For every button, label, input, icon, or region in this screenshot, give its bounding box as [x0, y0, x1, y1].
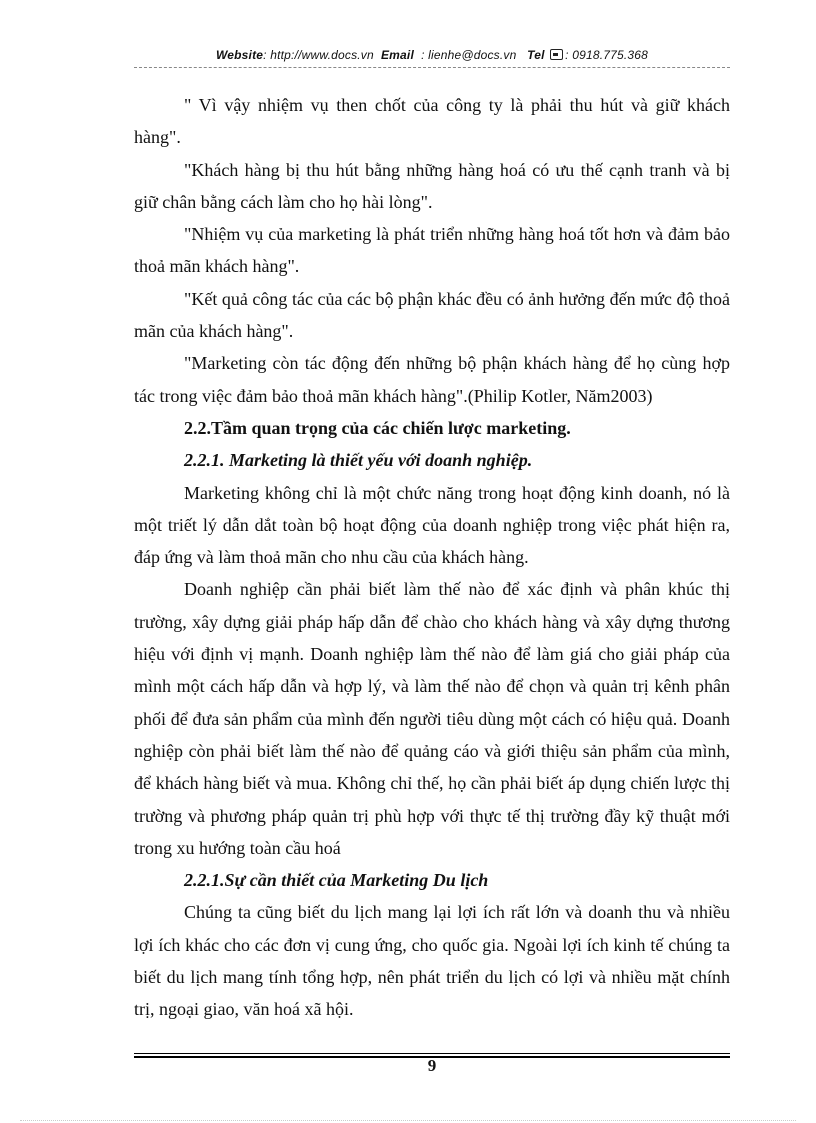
- page-bottom-border: [20, 1120, 796, 1121]
- email-label: Email: [380, 48, 414, 62]
- phone-icon: [550, 49, 563, 60]
- paragraph: "Khách hàng bị thu hút bằng những hàng hoá có ưu thế cạnh tranh và bị giữ chân bằng cách làm cho họ hài lòng".: [134, 159, 730, 212]
- page-number: 9: [427, 1056, 437, 1075]
- paragraph: " Vì vậy nhiệm vụ then chốt của công ty là phải thu hút và giữ khách hàng".: [134, 95, 730, 148]
- tel-label: Tel: [527, 48, 545, 62]
- paragraph: "Kết quả công tác của các bộ phận khác đều có ảnh hưởng đến mức độ thoả mãn của khách hàng".: [134, 288, 730, 342]
- website-label: Website: [215, 48, 264, 62]
- page-header: [134, 48, 730, 62]
- document-body: [134, 89, 730, 1026]
- paragraph: Marketing không chỉ là một chức năng trong hoạt động kinh doanh, nó là một triết lý dẫn dắt toàn bộ hoạt động của doanh nghiệp trong việc phát hiện ra, đáp ứng và làm thoả mãn cho nhu cầu của khách hàng.: [134, 482, 730, 568]
- footer-divider-top: [134, 1053, 730, 1054]
- section-heading: 2.2.1.Sự cần thiết của Marketing Du lịch: [184, 870, 489, 891]
- paragraph: "Marketing còn tác động đến những bộ phận khách hàng để họ cùng hợp tác trong việc đảm bảo thoả mãn khách hàng".(Philip Kotler, Năm2003): [134, 353, 730, 406]
- website-value: : http://www.docs.vn: [263, 48, 374, 62]
- paragraph: Doanh nghiệp cần phải biết làm thế nào để xác định và phân khúc thị trường, xây dựng giải pháp hấp dẫn để chào cho khách hàng và xây dựng thương hiệu với định vị mạnh. Doanh nghiệp làm thế nào để làm giá cho giải pháp của mình một cách hấp dẫn và hợp lý, và làm thế nào để chọn và quản trị kênh phân phối để đưa sản phẩm của mình đến người tiêu dùng một cách có hiệu quả. Doanh nghiệp còn phải biết làm thế nào để quảng cáo và giới thiệu sản phẩm của mình, để khách hàng biết và mua. Không chỉ thế, họ cần phải biết áp dụng chiến lược thị trường và phương pháp quản trị phù hợp với thực tế thị trường đầy kỹ thuật mới trong xu hướng toàn cầu hoá: [134, 579, 730, 858]
- header-divider: [134, 67, 730, 68]
- paragraph: Chúng ta cũng biết du lịch mang lại lợi ích rất lớn và doanh thu và nhiều lợi ích khác cho các đơn vị cung ứng, cho quốc gia. Ngoài lợi ích kinh tế chúng ta biết du lịch mang tính tổng hợp, nên phát triển du lịch có lợi và nhiều mặt chính trị, ngoại giao, văn hoá xã hội.: [134, 902, 730, 1020]
- email-value: : lienhe@docs.vn: [421, 48, 517, 62]
- tel-value: : 0918.775.368: [565, 48, 649, 62]
- paragraph: "Nhiệm vụ của marketing là phát triển những hàng hoá tốt hơn và đảm bảo thoả mãn khách hàng".: [134, 224, 730, 277]
- section-heading: 2.2.1. Marketing là thiết yếu với doanh nghiệp.: [184, 450, 533, 471]
- section-heading: 2.2.Tầm quan trọng của các chiến lược marketing.: [184, 417, 571, 438]
